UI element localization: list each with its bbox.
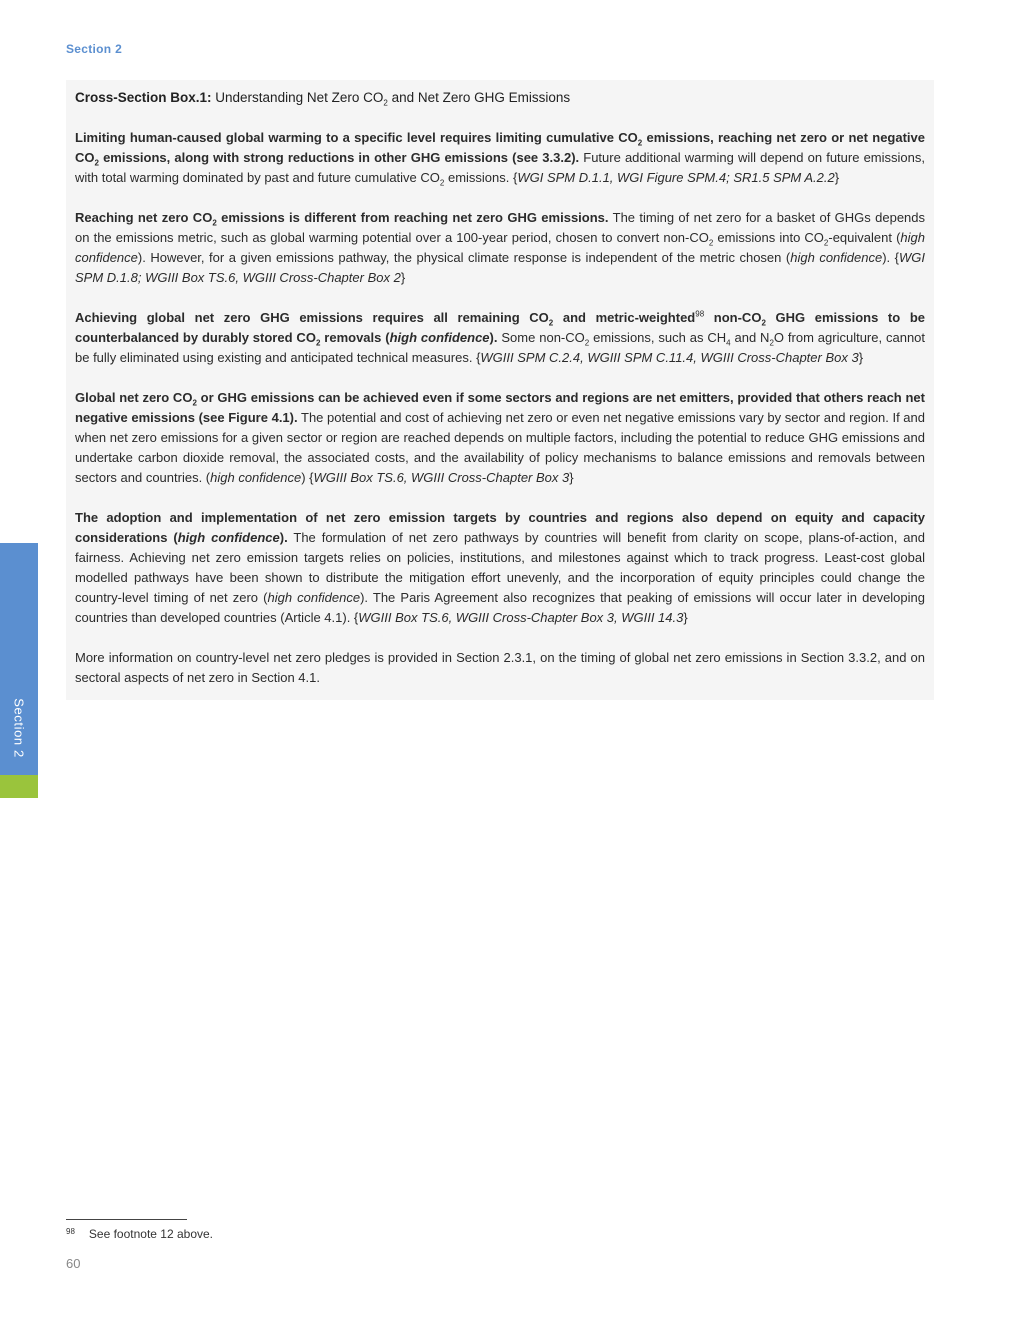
section-side-tab-accent — [0, 775, 38, 798]
box-paragraph-6: More information on country-level net zero pledges is provided in Section 2.3.1, on the timing of global net zero emissions in Section 3.3.2, and on sectoral aspects of net zero in Section 4.1. — [75, 650, 925, 685]
box-paragraph-4: Global net zero $CO_2$ or GHG emissions can be achieved even if some sectors and regions are net emitters, provided that others reach net negative emissions (see Figure 4.1). The potential and cost of achieving net zero or even net negative emissions vary by sector and region. If and when net zero emissions for a given sector or region are reached depends on multiple factors, including the potential to reduce GHG emissions and undertake carbon dioxide removal, the associated costs, and the availability of policy mechanisms to balance emissions and removals between sectors and countries. (high confidence) {WGIII Box TS.6, WGIII Cross-Chapter Box 3} — [75, 390, 925, 485]
cross-section-box — [66, 80, 934, 700]
box-paragraph-3: Achieving global net zero GHG emissions requires all remaining $CO_2$ and metric-weighted$^{98}$ non-$CO_2$ GHG emissions to be counterbalanced by durably stored $CO_2$ removals (high confidence). Some non-$CO_2$ emissions, such as $CH_4$ and $N_2O$ from agriculture, cannot be fully eliminated using existing and anticipated technical measures. {WGIII SPM C.2.4, WGIII SPM C.11.4, WGIII Cross-Chapter Box 3} — [75, 309, 926, 365]
footnote-number: 98 — [66, 1227, 75, 1236]
box-paragraph-5: The adoption and implementation of net zero emission targets by countries and regions also depend on equity and capacity considerations (high confidence). The formulation of net zero pathways by countries will benefit from clarity on scope, plans-of-action, and fairness. Achieving net zero emission targets relies on policies, institutions, and milestones against which to track progress. Least-cost global modelled pathways have been shown to distribute the mitigation effort unevenly, and the incorporation of equity principles could change the country-level timing of net zero (high confidence). The Paris Agreement also recognizes that peaking of emissions will occur later in developing countries than developed countries (Article 4.1). {WGIII Box TS.6, WGIII Cross-Chapter Box 3, WGIII 14.3} — [75, 510, 925, 625]
section-header: Section 2 — [66, 42, 123, 56]
section-side-tab-label: Section 2 — [11, 698, 27, 758]
page-number: 60 — [66, 1256, 81, 1271]
box-paragraph-1: Limiting human-caused global warming to a specific level requires limiting cumulative $CO_2$ emissions, reaching net zero or net negative $CO_2$ emissions, along with strong reductions in other GHG emissions (see 3.3.2). Future additional warming will depend on future emissions, with total warming dominated by past and future cumulative $CO_2$ emissions. {WGI SPM D.1.1, WGI Figure SPM.4; SR1.5 SPM A.2.2} — [75, 130, 925, 188]
footnote-divider — [66, 1219, 187, 1220]
footnote — [66, 1227, 213, 1241]
footnote-text: See footnote 12 above. — [88, 1227, 214, 1241]
box-title: Cross-Section Box.1: Understanding Net Zero $CO_2$ and Net Zero GHG Emissions — [75, 90, 571, 108]
box-paragraph-2: Reaching net zero $CO_2$ emissions is different from reaching net zero GHG emissions. The timing of net zero for a basket of GHGs depends on the emissions metric, such as global warming potential over a 100-year period, chosen to convert non-$CO_2$ emissions into $CO_2$-equivalent (high confidence). However, for a given emissions pathway, the physical climate response is independent of the metric chosen (high confidence). {WGI SPM D.1.8; WGIII Box TS.6, WGIII Cross-Chapter Box 2} — [75, 210, 926, 285]
footnote-ref: 98 — [695, 309, 705, 319]
